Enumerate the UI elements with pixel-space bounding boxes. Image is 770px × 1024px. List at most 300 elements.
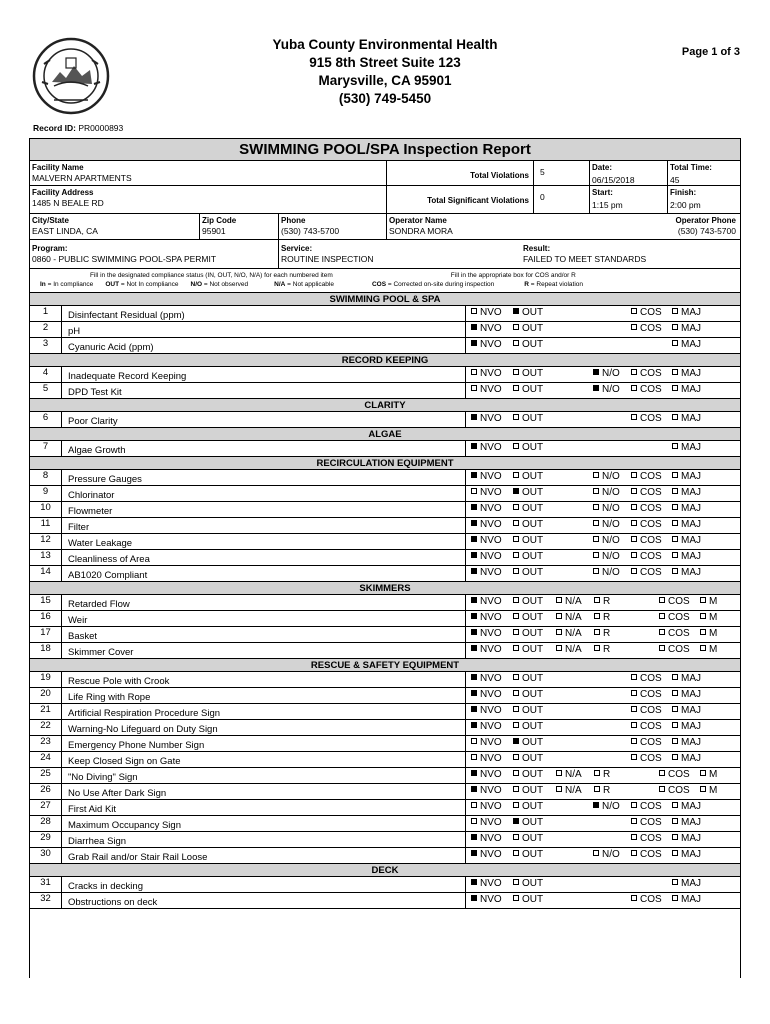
option-cos[interactable] — [631, 689, 662, 700]
option-no[interactable] — [593, 551, 620, 562]
option-maj[interactable] — [672, 442, 701, 453]
checkbox-cos[interactable] — [631, 754, 637, 760]
option-cos[interactable] — [631, 471, 662, 482]
checkbox-no[interactable] — [593, 802, 599, 808]
checkbox-out[interactable] — [513, 488, 519, 494]
checkbox-cos[interactable] — [659, 597, 665, 603]
option-cos[interactable] — [631, 487, 662, 498]
checkbox-nvo[interactable] — [471, 504, 477, 510]
checkbox-m[interactable] — [700, 629, 706, 635]
checkbox-nvo[interactable] — [471, 754, 477, 760]
option-maj[interactable] — [672, 817, 701, 828]
checkbox-m[interactable] — [700, 613, 706, 619]
option-maj[interactable] — [672, 339, 701, 350]
option-maj[interactable] — [672, 384, 701, 395]
option-maj[interactable] — [672, 894, 701, 905]
option-no[interactable] — [593, 567, 620, 578]
option-cos[interactable] — [631, 801, 662, 812]
option-na[interactable] — [556, 628, 582, 639]
checkbox-r[interactable] — [594, 645, 600, 651]
option-nvo[interactable] — [471, 471, 502, 482]
option-maj[interactable] — [672, 721, 701, 732]
checkbox-cos[interactable] — [659, 613, 665, 619]
checkbox-maj[interactable] — [672, 414, 678, 420]
option-out[interactable] — [513, 673, 543, 684]
option-out[interactable] — [513, 705, 543, 716]
option-cos[interactable] — [631, 413, 662, 424]
checkbox-nvo[interactable] — [471, 802, 477, 808]
checkbox-no[interactable] — [593, 552, 599, 558]
option-cos[interactable] — [631, 721, 662, 732]
checkbox-m[interactable] — [700, 645, 706, 651]
option-out[interactable] — [513, 737, 543, 748]
checkbox-r[interactable] — [594, 629, 600, 635]
checkbox-maj[interactable] — [672, 895, 678, 901]
checkbox-no[interactable] — [593, 472, 599, 478]
option-maj[interactable] — [672, 878, 701, 889]
option-maj[interactable] — [672, 801, 701, 812]
checkbox-cos[interactable] — [631, 536, 637, 542]
option-maj[interactable] — [672, 368, 701, 379]
option-r[interactable] — [594, 769, 610, 780]
checkbox-nvo[interactable] — [471, 488, 477, 494]
option-cos[interactable] — [659, 612, 690, 623]
option-cos[interactable] — [631, 705, 662, 716]
checkbox-cos[interactable] — [631, 674, 637, 680]
checkbox-maj[interactable] — [672, 802, 678, 808]
checkbox-cos[interactable] — [631, 895, 637, 901]
option-nvo[interactable] — [471, 535, 502, 546]
checkbox-out[interactable] — [513, 722, 519, 728]
option-cos[interactable] — [659, 628, 690, 639]
checkbox-r[interactable] — [594, 597, 600, 603]
checkbox-cos[interactable] — [631, 818, 637, 824]
option-cos[interactable] — [631, 833, 662, 844]
option-nvo[interactable] — [471, 753, 502, 764]
option-out[interactable] — [513, 644, 543, 655]
checkbox-na[interactable] — [556, 597, 562, 603]
option-m[interactable] — [700, 644, 717, 655]
option-maj[interactable] — [672, 551, 701, 562]
checkbox-maj[interactable] — [672, 324, 678, 330]
option-nvo[interactable] — [471, 833, 502, 844]
option-maj[interactable] — [672, 323, 701, 334]
option-cos[interactable] — [631, 849, 662, 860]
item-description: Water Leakage — [62, 534, 466, 549]
option-r[interactable] — [594, 628, 610, 639]
checkbox-cos[interactable] — [631, 802, 637, 808]
option-out[interactable] — [513, 487, 543, 498]
option-m[interactable] — [700, 612, 717, 623]
item-number: 24 — [30, 752, 62, 767]
option-cos[interactable] — [631, 535, 662, 546]
option-m[interactable] — [700, 596, 717, 607]
option-cos[interactable] — [631, 519, 662, 530]
checkbox-out[interactable] — [513, 786, 519, 792]
option-m[interactable] — [700, 769, 717, 780]
option-no[interactable] — [593, 519, 620, 530]
checkbox-out[interactable] — [513, 690, 519, 696]
checkbox-no[interactable] — [593, 536, 599, 542]
option-out[interactable] — [513, 442, 543, 453]
option-cos[interactable] — [659, 785, 690, 796]
option-out[interactable] — [513, 368, 543, 379]
checkbox-out[interactable] — [513, 645, 519, 651]
checkbox-out[interactable] — [513, 895, 519, 901]
option-nvo[interactable] — [471, 612, 502, 623]
option-cos[interactable] — [631, 551, 662, 562]
option-na[interactable] — [556, 596, 582, 607]
option-out[interactable] — [513, 878, 543, 889]
checkbox-nvo[interactable] — [471, 706, 477, 712]
checkbox-maj[interactable] — [672, 674, 678, 680]
option-cos[interactable] — [631, 384, 662, 395]
checkbox-maj[interactable] — [672, 488, 678, 494]
checkbox-cos[interactable] — [631, 722, 637, 728]
checkbox-out[interactable] — [513, 568, 519, 574]
checkbox-nvo[interactable] — [471, 324, 477, 330]
option-maj[interactable] — [672, 705, 701, 716]
checkbox-no[interactable] — [593, 504, 599, 510]
checkbox-cos[interactable] — [631, 850, 637, 856]
checkbox-maj[interactable] — [672, 520, 678, 526]
checkbox-maj[interactable] — [672, 690, 678, 696]
option-nvo[interactable] — [471, 721, 502, 732]
checkbox-cos[interactable] — [631, 488, 637, 494]
option-r[interactable] — [594, 596, 610, 607]
checkbox-cos[interactable] — [659, 786, 665, 792]
checkbox-maj[interactable] — [672, 536, 678, 542]
option-maj[interactable] — [672, 737, 701, 748]
option-r[interactable] — [594, 785, 610, 796]
option-label: OUT — [522, 323, 544, 334]
checkbox-nvo[interactable] — [471, 786, 477, 792]
option-out[interactable] — [513, 471, 543, 482]
option-cos[interactable] — [631, 894, 662, 905]
checkbox-cos[interactable] — [631, 834, 637, 840]
option-nvo[interactable] — [471, 519, 502, 530]
option-nvo[interactable] — [471, 307, 502, 318]
checkbox-out[interactable] — [513, 520, 519, 526]
option-cos[interactable] — [631, 567, 662, 578]
checkbox-cos[interactable] — [631, 472, 637, 478]
checkbox-cos[interactable] — [631, 552, 637, 558]
checkbox-cos[interactable] — [631, 690, 637, 696]
checkbox-out[interactable] — [513, 552, 519, 558]
option-maj[interactable] — [672, 503, 701, 514]
option-nvo[interactable] — [471, 442, 502, 453]
option-out[interactable] — [513, 628, 543, 639]
checkbox-out[interactable] — [513, 629, 519, 635]
option-cos[interactable] — [659, 596, 690, 607]
option-cos[interactable] — [659, 644, 690, 655]
option-out[interactable] — [513, 503, 543, 514]
option-nvo[interactable] — [471, 894, 502, 905]
checkbox-nvo[interactable] — [471, 520, 477, 526]
checkbox-nvo[interactable] — [471, 834, 477, 840]
checkbox-cos[interactable] — [631, 520, 637, 526]
checkbox-out[interactable] — [513, 324, 519, 330]
checkbox-out[interactable] — [513, 597, 519, 603]
option-out[interactable] — [513, 817, 543, 828]
checkbox-maj[interactable] — [672, 879, 678, 885]
checkbox-out[interactable] — [513, 802, 519, 808]
option-out[interactable] — [513, 833, 543, 844]
checkbox-out[interactable] — [513, 674, 519, 680]
option-cos[interactable] — [631, 323, 662, 334]
checkbox-out[interactable] — [513, 754, 519, 760]
option-maj[interactable] — [672, 519, 701, 530]
option-r[interactable] — [594, 612, 610, 623]
option-maj[interactable] — [672, 413, 701, 424]
checkbox-nvo[interactable] — [471, 369, 477, 375]
option-cos[interactable] — [659, 769, 690, 780]
option-nvo[interactable] — [471, 878, 502, 889]
checkbox-nvo[interactable] — [471, 690, 477, 696]
option-out[interactable] — [513, 612, 543, 623]
option-label: OUT — [522, 644, 544, 655]
option-nvo[interactable] — [471, 487, 502, 498]
option-no[interactable] — [593, 849, 620, 860]
checkbox-no[interactable] — [593, 520, 599, 526]
option-nvo[interactable] — [471, 849, 502, 860]
checkbox-nvo[interactable] — [471, 552, 477, 558]
checkbox-out[interactable] — [513, 536, 519, 542]
checkbox-no[interactable] — [593, 568, 599, 574]
checkbox-nvo[interactable] — [471, 308, 477, 314]
option-na[interactable] — [556, 785, 582, 796]
option-maj[interactable] — [672, 307, 701, 318]
checkbox-out[interactable] — [513, 879, 519, 885]
option-na[interactable] — [556, 612, 582, 623]
option-cos[interactable] — [631, 753, 662, 764]
checkbox-out[interactable] — [513, 834, 519, 840]
option-out[interactable] — [513, 384, 543, 395]
option-out[interactable] — [513, 769, 543, 780]
checkbox-m[interactable] — [700, 597, 706, 603]
option-cos[interactable] — [631, 817, 662, 828]
option-cos[interactable] — [631, 503, 662, 514]
option-no[interactable] — [593, 384, 620, 395]
checkbox-nvo[interactable] — [471, 597, 477, 603]
checkbox-out[interactable] — [513, 340, 519, 346]
checkbox-out[interactable] — [513, 818, 519, 824]
checkbox-maj[interactable] — [672, 850, 678, 856]
checkbox-maj[interactable] — [672, 722, 678, 728]
option-nvo[interactable] — [471, 567, 502, 578]
checkbox-maj[interactable] — [672, 340, 678, 346]
checkbox-cos[interactable] — [659, 770, 665, 776]
option-no[interactable] — [593, 535, 620, 546]
checkbox-nvo[interactable] — [471, 879, 477, 885]
option-maj[interactable] — [672, 535, 701, 546]
option-out[interactable] — [513, 413, 543, 424]
checkbox-maj[interactable] — [672, 818, 678, 824]
checkbox-maj[interactable] — [672, 504, 678, 510]
checkbox-out[interactable] — [513, 770, 519, 776]
option-maj[interactable] — [672, 673, 701, 684]
option-nvo[interactable] — [471, 384, 502, 395]
checkbox-out[interactable] — [513, 308, 519, 314]
option-out[interactable] — [513, 596, 543, 607]
checkbox-out[interactable] — [513, 472, 519, 478]
option-maj[interactable] — [672, 471, 701, 482]
option-nvo[interactable] — [471, 737, 502, 748]
option-nvo[interactable] — [471, 705, 502, 716]
checkbox-cos[interactable] — [631, 324, 637, 330]
option-out[interactable] — [513, 567, 543, 578]
option-out[interactable] — [513, 307, 543, 318]
checkbox-maj[interactable] — [672, 308, 678, 314]
option-out[interactable] — [513, 894, 543, 905]
option-nvo[interactable] — [471, 817, 502, 828]
option-cos[interactable] — [631, 368, 662, 379]
checkbox-no[interactable] — [593, 850, 599, 856]
checkbox-maj[interactable] — [672, 472, 678, 478]
option-cos[interactable] — [631, 307, 662, 318]
option-no[interactable] — [593, 471, 620, 482]
checkbox-cos[interactable] — [631, 414, 637, 420]
option-nvo[interactable] — [471, 368, 502, 379]
checkbox-cos[interactable] — [659, 629, 665, 635]
checkbox-cos[interactable] — [631, 369, 637, 375]
option-na[interactable] — [556, 769, 582, 780]
checkbox-m[interactable] — [700, 786, 706, 792]
option-out[interactable] — [513, 519, 543, 530]
option-r[interactable] — [594, 644, 610, 655]
checkbox-no[interactable] — [593, 385, 599, 391]
checkbox-maj[interactable] — [672, 738, 678, 744]
option-maj[interactable] — [672, 753, 701, 764]
checkbox-nvo[interactable] — [471, 385, 477, 391]
option-nvo[interactable] — [471, 785, 502, 796]
checkbox-cos[interactable] — [631, 568, 637, 574]
checkbox-maj[interactable] — [672, 552, 678, 558]
option-out[interactable] — [513, 339, 543, 350]
option-out[interactable] — [513, 849, 543, 860]
option-no[interactable] — [593, 368, 620, 379]
checkbox-out[interactable] — [513, 443, 519, 449]
option-nvo[interactable] — [471, 413, 502, 424]
option-out[interactable] — [513, 323, 543, 334]
option-nvo[interactable] — [471, 503, 502, 514]
option-nvo[interactable] — [471, 769, 502, 780]
option-cos[interactable] — [631, 673, 662, 684]
checkbox-out[interactable] — [513, 504, 519, 510]
checkbox-out[interactable] — [513, 738, 519, 744]
option-nvo[interactable] — [471, 551, 502, 562]
option-maj[interactable] — [672, 833, 701, 844]
option-no[interactable] — [593, 503, 620, 514]
checkbox-na[interactable] — [556, 629, 562, 635]
checkbox-nvo[interactable] — [471, 895, 477, 901]
checkbox-cos[interactable] — [659, 645, 665, 651]
checkbox-nvo[interactable] — [471, 536, 477, 542]
option-cos[interactable] — [631, 737, 662, 748]
checkbox-maj[interactable] — [672, 385, 678, 391]
checkbox-r[interactable] — [594, 786, 600, 792]
checkbox-out[interactable] — [513, 706, 519, 712]
checkbox-r[interactable] — [594, 770, 600, 776]
checkbox-nvo[interactable] — [471, 738, 477, 744]
checkbox-maj[interactable] — [672, 568, 678, 574]
option-nvo[interactable] — [471, 323, 502, 334]
checkbox-maj[interactable] — [672, 754, 678, 760]
option-na[interactable] — [556, 644, 582, 655]
checkbox-out[interactable] — [513, 385, 519, 391]
checkbox-out[interactable] — [513, 850, 519, 856]
option-nvo[interactable] — [471, 801, 502, 812]
checkbox-out[interactable] — [513, 414, 519, 420]
checkbox-nvo[interactable] — [471, 674, 477, 680]
option-m[interactable] — [700, 628, 717, 639]
checkbox-nvo[interactable] — [471, 340, 477, 346]
option-nvo[interactable] — [471, 628, 502, 639]
checkbox-nvo[interactable] — [471, 850, 477, 856]
checkbox-nvo[interactable] — [471, 645, 477, 651]
checkbox-cos[interactable] — [631, 738, 637, 744]
option-m[interactable] — [700, 785, 717, 796]
option-out[interactable] — [513, 785, 543, 796]
checkbox-na[interactable] — [556, 613, 562, 619]
option-out[interactable] — [513, 535, 543, 546]
checkbox-nvo[interactable] — [471, 818, 477, 824]
checkbox-no[interactable] — [593, 369, 599, 375]
checkbox-cos[interactable] — [631, 308, 637, 314]
option-nvo[interactable] — [471, 596, 502, 607]
option-out[interactable] — [513, 551, 543, 562]
checkbox-maj[interactable] — [672, 443, 678, 449]
checkbox-na[interactable] — [556, 770, 562, 776]
option-out[interactable] — [513, 721, 543, 732]
option-maj[interactable] — [672, 567, 701, 578]
option-out[interactable] — [513, 689, 543, 700]
option-maj[interactable] — [672, 849, 701, 860]
checkbox-na[interactable] — [556, 786, 562, 792]
checkbox-nvo[interactable] — [471, 568, 477, 574]
checkbox-m[interactable] — [700, 770, 706, 776]
checkbox-nvo[interactable] — [471, 443, 477, 449]
option-nvo[interactable] — [471, 689, 502, 700]
checkbox-cos[interactable] — [631, 385, 637, 391]
option-out[interactable] — [513, 801, 543, 812]
checkbox-nvo[interactable] — [471, 629, 477, 635]
checkbox-maj[interactable] — [672, 369, 678, 375]
option-nvo[interactable] — [471, 673, 502, 684]
checkbox-na[interactable] — [556, 645, 562, 651]
option-no[interactable] — [593, 801, 620, 812]
checkbox-out[interactable] — [513, 369, 519, 375]
checkbox-cos[interactable] — [631, 504, 637, 510]
option-maj[interactable] — [672, 689, 701, 700]
checkbox-r[interactable] — [594, 613, 600, 619]
checkbox-cos[interactable] — [631, 706, 637, 712]
checkbox-maj[interactable] — [672, 706, 678, 712]
checkbox-nvo[interactable] — [471, 613, 477, 619]
checkbox-nvo[interactable] — [471, 472, 477, 478]
checkbox-nvo[interactable] — [471, 722, 477, 728]
checkbox-no[interactable] — [593, 488, 599, 494]
option-nvo[interactable] — [471, 644, 502, 655]
option-nvo[interactable] — [471, 339, 502, 350]
option-out[interactable] — [513, 753, 543, 764]
checkbox-maj[interactable] — [672, 834, 678, 840]
option-maj[interactable] — [672, 487, 701, 498]
checkbox-nvo[interactable] — [471, 414, 477, 420]
option-no[interactable] — [593, 487, 620, 498]
checkbox-nvo[interactable] — [471, 770, 477, 776]
checkbox-out[interactable] — [513, 613, 519, 619]
